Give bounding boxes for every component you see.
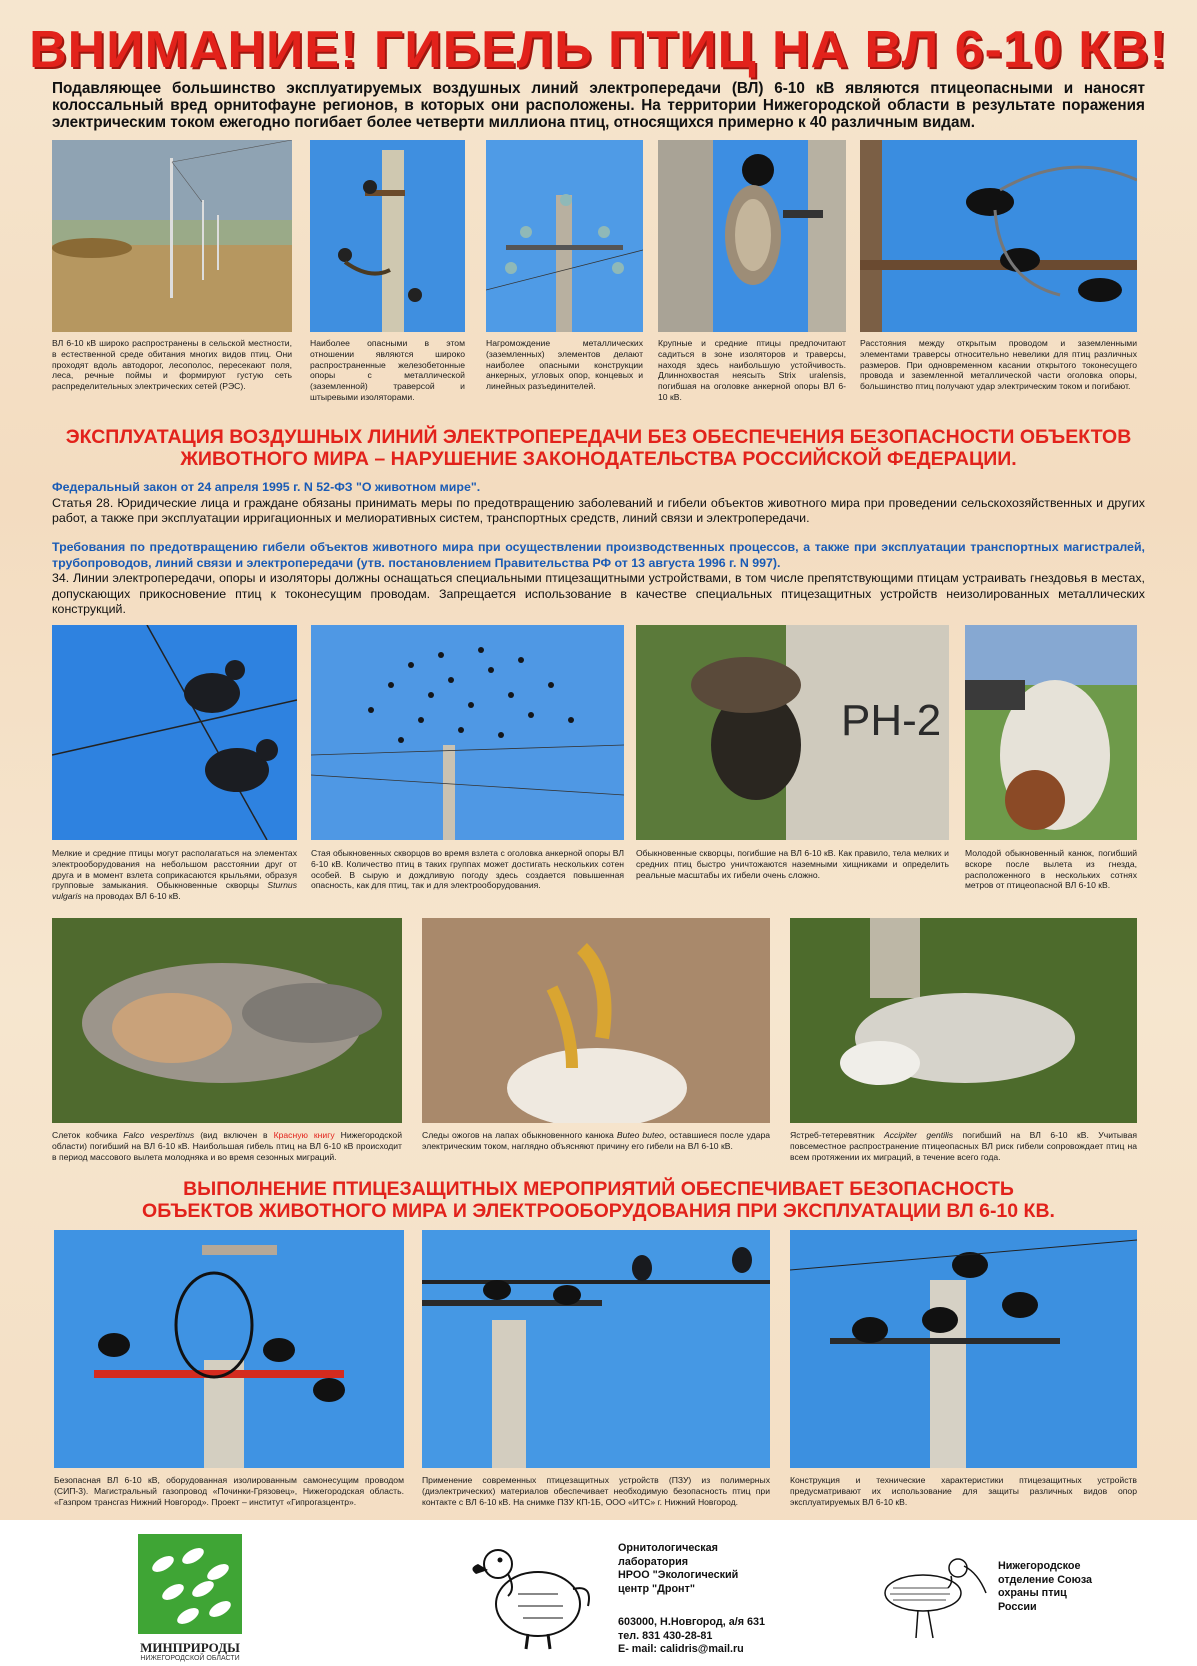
photo-buzzard-feet-burns: [422, 918, 770, 1123]
pole-label-text: PH-2: [841, 696, 942, 745]
section-heading-law: [40, 426, 1157, 470]
photo-starling-flock: [311, 625, 624, 840]
lab-email[interactable]: E- mail: calidris@mail.ru: [618, 1643, 744, 1655]
photo-dead-goshawk: [790, 918, 1137, 1123]
lab-name: [618, 1542, 788, 1596]
law-link-federal[interactable]: Федеральный закон от 24 апреля 1995 г. N 52-ФЗ "О животном мире".: [52, 480, 481, 494]
curlew-bird-icon: [878, 1538, 988, 1648]
caption-row2-2: Стая обыкновенных скворцов во время взлета с оголовка анкерной опоры ВЛ 6-10 кВ. Количество птиц в таких группах может достигать нескольких сотен особей. В сырую и дождливую погоду здесь создается повышенная опасность, как для птиц, так и для электрооборудования.: [311, 848, 624, 891]
photo-pzu-construction: [790, 1230, 1137, 1468]
photo-starlings-on-wires: [52, 625, 297, 840]
caption-row2-3: Обыкновенные скворцы, погибшие на ВЛ 6-10 кВ. Как правило, тела мелких и средних птиц быстро уничтожаются наземными хищниками и определить реальные масштабы их гибели очень сложно.: [636, 848, 949, 880]
caption-row3-1-redbook: Красную книгу: [273, 1130, 335, 1140]
dodo-logo: [468, 1534, 598, 1654]
caption-row1-1: ВЛ 6-10 кВ широко распространены в сельской местности, в естественной среде обитания многих видов птиц. Они проходят вдоль автодорог, лесополос, пересекают поля, леса, речные поймы и формируют густую сеть распределительных электрических сетей (РЭС).: [52, 338, 292, 392]
union-name: [998, 1560, 1138, 1614]
lab-contacts: [618, 1616, 798, 1657]
lab-name-line4: центр "Дронт": [618, 1582, 695, 1595]
union-name-line4: России: [998, 1600, 1037, 1613]
lab-address: 603000, Н.Новгород, а/я 631: [618, 1616, 766, 1628]
caption-row2-4: Молодой обыкновенный канюк, погибший вскоре после вылета из гнезда, расположенного в нескольких сотнях метров от птицеопасной ВЛ 6-10 кВ.: [965, 848, 1137, 891]
caption-row3-3: [790, 1130, 1137, 1162]
caption-row2-1-species: Sturnus vulgaris: [52, 880, 297, 902]
photo-dead-starling-pole: [636, 625, 949, 840]
caption-row1-2: Наиболее опасными в этом отношении являются широко распространенные железобетонные опоры с металлической (заземленной) траверсой и штыревыми изоляторами.: [310, 338, 465, 402]
caption-row4-2: Применение современных птицезащитных устройств (ПЗУ) из полимерных (диэлектрических) материалов обеспечивает необходимую безопасность птиц при контакте с ВЛ 6-10 кВ. На снимке ПЗУ КП-1Б, ООО «ИТС» г. Нижний Новгород.: [422, 1475, 770, 1507]
photo-pzu-kp1b: [422, 1230, 770, 1468]
union-name-line2: отделение Союза: [998, 1573, 1093, 1586]
caption-row4-1: Безопасная ВЛ 6-10 кВ, оборудованная изолированным самонесущим проводом (СИП-3). Магистральный газопровод «Починки-Грязовец», Нижегородская область. «Газпром трансгаз Нижний Новгород». Проект – институт «Гипрогазцентр».: [54, 1475, 404, 1507]
caption-row3-2-a: Следы ожогов на лапах обыкновенного канюка: [422, 1130, 617, 1140]
section-heading-law-line2: ЖИВОТНОГО МИРА – НАРУШЕНИЕ ЗАКОНОДАТЕЛЬСТВА РОССИЙСКОЙ ФЕДЕРАЦИИ.: [180, 448, 1017, 470]
caption-row3-1-species: Falco vespertinus: [123, 1130, 195, 1140]
caption-row3-2: [422, 1130, 770, 1152]
section-heading-protection-line2: ОБЪЕКТОВ ЖИВОТНОГО МИРА И ЭЛЕКТРООБОРУДОВАНИЯ ПРИ ЭКСПЛУАТАЦИИ ВЛ 6-10 КВ.: [142, 1200, 1055, 1222]
lab-name-line2: лаборатория: [618, 1555, 689, 1568]
dodo-bird-icon: [468, 1534, 598, 1654]
caption-row3-1-c: Нижегородской области) погибший на ВЛ 6-10 кВ. Наибольшая гибель птиц на ВЛ 6-10 кВ происходит в период массового вылета молодняка и во время сезонных миграций.: [52, 1130, 402, 1162]
law-text-article28: Статья 28. Юридические лица и граждане обязаны принимать меры по предотвращению заболеваний и гибели объектов животного мира при проведении сельскохозяйственных и других работ, а также при эксплуатации ирригационных и мелиоративных систем, транспортных средств, линий связи и электропередачи.: [52, 495, 1145, 525]
lab-phone: тел. 831 430-28-81: [618, 1629, 713, 1642]
law-block-1: [52, 480, 1145, 527]
footer: [0, 1520, 1197, 1666]
lab-name-line3: НРОО "Экологический: [618, 1569, 739, 1581]
poster-title: ВНИМАНИЕ! ГИБЕЛЬ ПТИЦ НА ВЛ 6-10 КВ!: [29, 21, 1168, 79]
caption-row1-5: Расстояния между открытым проводом и заземленными элементами траверсы относительно невелики для птиц различных размеров. При одновременном касании открытого токонесущего провода и заземленной металлической части оголовка опоры, большинство птиц получают удар электрическим током и погибают.: [860, 338, 1137, 392]
caption-row1-4: Крупные и средние птицы предпочитают садиться в зоне изоляторов и траверсы, находя здесь наибольшую устойчивость. Длиннохвостая неясыть Strix uralensis, погибшая на оголовке анкерной опоры ВЛ 6-10 кВ.: [658, 338, 846, 402]
photo-field-power-line: [52, 140, 292, 332]
law-block-2: [52, 540, 1145, 618]
caption-row1-3: Нагромождение металлических (заземленных) элементов делают наиболее опасными конструкции анкерных, угловых опор, концевых и линейных разъединителей.: [486, 338, 643, 392]
caption-row2-1-b: на проводах ВЛ 6-10 кВ.: [81, 891, 181, 902]
union-name-line1: Нижегородское: [998, 1560, 1081, 1572]
law-text-item34: 34. Линии электропередачи, опоры и изоляторы должны оснащаться специальными птицезащитными устройствами, в том числе препятствующими птицам устраивать гнездовья в местах, допускающих прикосновение птиц к токонесущим проводам. Запрещается использование в качестве специальных птицезащитных устройств неизолированных металлических конструкций.: [52, 571, 1145, 616]
caption-row3-3-species: Accipiter gentilis: [883, 1130, 954, 1140]
caption-row3-3-b: погибший на ВЛ 6-10 кВ. Учитывая повсеместное распространение птицеопасных ВЛ риск гибели сопровождает птиц на всем протяжении их миграций, в течение всего года.: [790, 1130, 1138, 1162]
photo-safe-line-sip3: [54, 1230, 404, 1468]
photo-dead-falcon: [52, 918, 402, 1123]
ministry-region: НИЖЕГОРОДСКОЙ ОБЛАСТИ: [140, 1655, 240, 1662]
photo-insulators-closeup: [860, 140, 1137, 332]
section-heading-law-line1: ЭКСПЛУАТАЦИЯ ВОЗДУШНЫХ ЛИНИЙ ЭЛЕКТРОПЕРЕДАЧИ БЕЗ ОБЕСПЕЧЕНИЯ БЕЗОПАСНОСТИ ОБЪЕКТОВ: [65, 426, 1132, 448]
caption-row2-1: [52, 848, 297, 902]
union-name-line3: охраны птиц: [998, 1587, 1067, 1599]
photo-young-buzzard: [965, 625, 1137, 840]
photo-concrete-pole: [310, 140, 465, 332]
caption-row3-1-b: (вид включен в: [194, 1130, 274, 1140]
caption-row3-2-b: , оставшиеся после удара электрическим током, наглядно объясняют причину его гибели на ВЛ 6-10 кВ.: [422, 1130, 771, 1151]
intro-paragraph: Подавляющее большинство эксплуатируемых воздушных линий электропередачи (ВЛ) 6-10 кВ являются птицеопасными и наносят колоссальный вред орнитофауне регионов, в которых они расположены. На территории Нижегородской области в результате поражения электрическим током ежегодно погибает более четверти миллиона птиц, относящихся примерно к 40 различным видам.: [52, 80, 1145, 131]
caption-row3-1: [52, 1130, 402, 1162]
caption-row4-3: Конструкция и технические характеристики птицезащитных устройств предусматривают их использование для защиты различных видов опор эксплуатируемых ВЛ 6-10 кВ.: [790, 1475, 1137, 1507]
photo-dead-owl: [658, 140, 846, 332]
bird-union-logo: [878, 1538, 988, 1648]
caption-row3-2-species: Buteo buteo: [616, 1130, 664, 1140]
section-heading-protection: [40, 1178, 1157, 1222]
leaf-logo-icon: [138, 1534, 242, 1634]
caption-row2-1-a: Мелкие и средние птицы могут располагаться на элементах электрооборудования на небольшом расстоянии друг от друга и в момент взлета соприкасаются крыльями, образуя групповые замыкания. Обыкновенные скворцы: [52, 848, 297, 891]
ministry-name: МИНПРИРОДЫ: [140, 1640, 240, 1655]
section-heading-protection-line1: ВЫПОЛНЕНИЕ ПТИЦЕЗАЩИТНЫХ МЕРОПРИЯТИЙ ОБЕСПЕЧИВАЕТ БЕЗОПАСНОСТЬ: [183, 1178, 1014, 1200]
lab-name-line1: Орнитологическая: [618, 1542, 718, 1554]
photo-anchor-pole: [486, 140, 643, 332]
law-link-requirements[interactable]: Требования по предотвращению гибели объектов животного мира при осуществлении производственных процессов, а также при эксплуатации транспортных магистралей, трубопроводов, линий связи и электропередачи (утв. постановлением Правительства РФ от 13 августа 1996 г. N 997).: [52, 540, 1145, 570]
caption-row3-1-a: Слеток кобчика: [52, 1130, 124, 1140]
caption-row3-3-a: Ястреб-тетеревятник: [790, 1130, 884, 1140]
ministry-logo: [138, 1534, 242, 1634]
